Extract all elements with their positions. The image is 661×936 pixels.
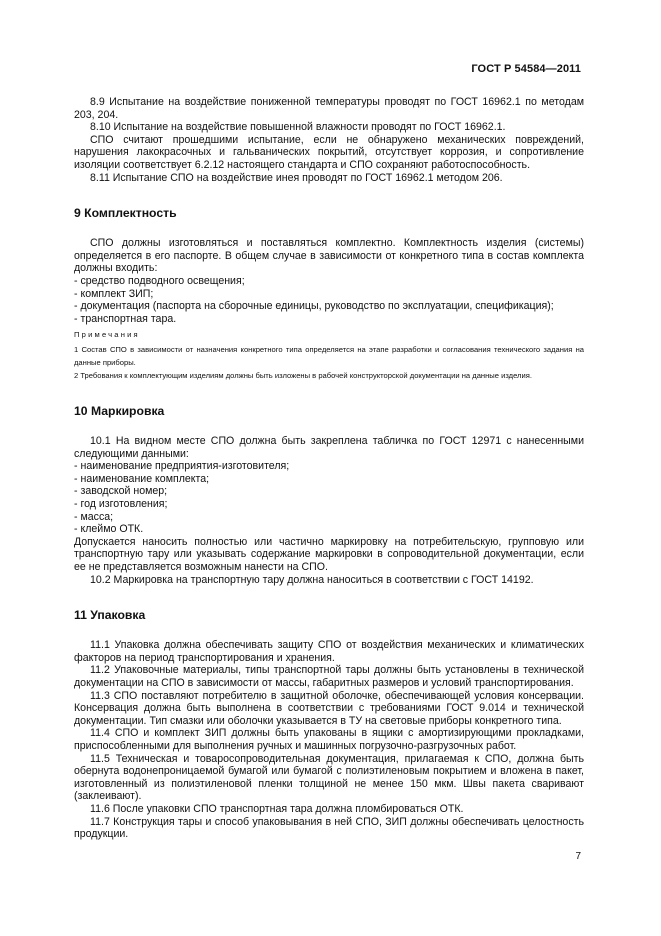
list-item: - документация (паспорта на сборочные единицы, руководство по эксплуатации, спецификация);: [74, 300, 554, 313]
list-item: - наименование предприятия-изготовителя;: [74, 460, 290, 473]
paragraph-11-2: 11.2 Упаковочные материалы, типы транспортной тары должны быть установлены в технической документации на СПО в зависимости от массы, габаритных размеров и условий транспортирования.: [74, 664, 584, 689]
list-item: - клеймо ОТК.: [74, 523, 144, 536]
page-number: 7: [575, 851, 581, 862]
list-item: - масса;: [74, 510, 114, 523]
paragraph-11-7: 11.7 Конструкция тары и способ упаковывания в ней СПО, ЗИП должны обеспечивать целостность продукции.: [74, 815, 584, 841]
list-item: - заводской номер;: [74, 485, 168, 498]
note-1: 1 Состав СПО в зависимости от назначения конкретного типа определяется на этапе разработки и согласования технического задания на данные приборы.: [74, 345, 584, 367]
section-11-heading: 11 Упаковка: [74, 608, 146, 623]
paragraph-11-3: 11.3 СПО поставляют потребителю в защитной оболочке, обеспечивающей условия консервации. Консервация должна быть выполнена в соответствии с требованиями ГОСТ 9.014 и технической документации. Тип смазки или оболочки указывается в ТУ на световые приборы конкретного типа.: [74, 689, 584, 727]
list-item: - средство подводного освещения;: [74, 274, 245, 287]
list-item: - комплект ЗИП;: [74, 287, 154, 300]
paragraph-11-6: 11.6 После упаковки СПО транспортная тара должна пломбироваться ОТК.: [90, 802, 464, 815]
list-item: - транспортная тара.: [74, 312, 177, 325]
section-9-heading: 9 Комплектность: [74, 206, 177, 221]
paragraph-10-1-note: Допускается наносить полностью или частично маркировку на потребительскую, групповую или транспортную тару или указывать содержание маркировки в сопроводительной документации, если ее не представляется возможным нанести на СПО.: [74, 535, 584, 574]
paragraph-8-11: 8.11 Испытание СПО на воздействие инея проводят по ГОСТ 16962.1 методом 206.: [90, 171, 503, 184]
paragraph-11-5: 11.5 Техническая и товаросопроводительная документация, прилагаемая к СПО, должна быть обернута водонепроницаемой бумагой или бумагой с полиэтиленовым покрытием и вложена в пакет, изготовленный из полиэтиленовой пленки толщиной не менее 150 мкм. Швы пакета сваривают (заклеивают).: [74, 752, 584, 803]
paragraph-11-4: 11.4 СПО и комплект ЗИП должны быть упакованы в ящики с амортизирующими прокладками, приспособленными для выполнения ручных и машинных погрузочно-разгрузочных работ.: [74, 727, 584, 752]
paragraph-10-2: 10.2 Маркировка на транспортную тару должна наноситься в соответствии с ГОСТ 14192.: [90, 573, 534, 586]
list-item: - год изготовления;: [74, 498, 168, 511]
section-10-heading: 10 Маркировка: [74, 404, 165, 419]
paragraph-8-9: 8.9 Испытание на воздействие пониженной температуры проводят по ГОСТ 16962.1 по методам 203, 204.: [74, 96, 584, 121]
note-2: 2 Требования к комплектующим изделиям должны быть изложены в рабочей конструкторской документации на данные изделия.: [74, 370, 532, 380]
paragraph-9-intro: СПО должны изготовляться и поставляться комплектно. Комплектность изделия (системы) определяется в его паспорте. В общем случае в зависимости от конкретного типа в состав комплекта должны входить:: [74, 237, 584, 275]
paragraph-10-1: 10.1 На видном месте СПО должна быть закреплена табличка по ГОСТ 12971 с нанесенными следующими данными:: [74, 435, 584, 460]
paragraph-8-10-criteria: СПО считают прошедшими испытание, если не обнаружено механических повреждений, нарушения лакокрасочных и гальванических покрытий, отсутствует коррозия, и сопротивление изоляции соответствует 6.2.12 настоящего стандарта и СПО сохраняют работоспособность.: [74, 133, 584, 171]
notes-label: Примечания: [74, 330, 140, 340]
paragraph-11-1: 11.1 Упаковка должна обеспечивать защиту СПО от воздействия механических и климатических факторов на период транспортирования и хранения.: [74, 639, 584, 664]
list-item: - наименование комплекта;: [74, 472, 210, 485]
standard-header: ГОСТ Р 54584—2011: [471, 63, 581, 75]
page-content: [74, 96, 584, 841]
paragraph-8-10: 8.10 Испытание на воздействие повышенной влажности проводят по ГОСТ 16962.1.: [90, 121, 506, 134]
